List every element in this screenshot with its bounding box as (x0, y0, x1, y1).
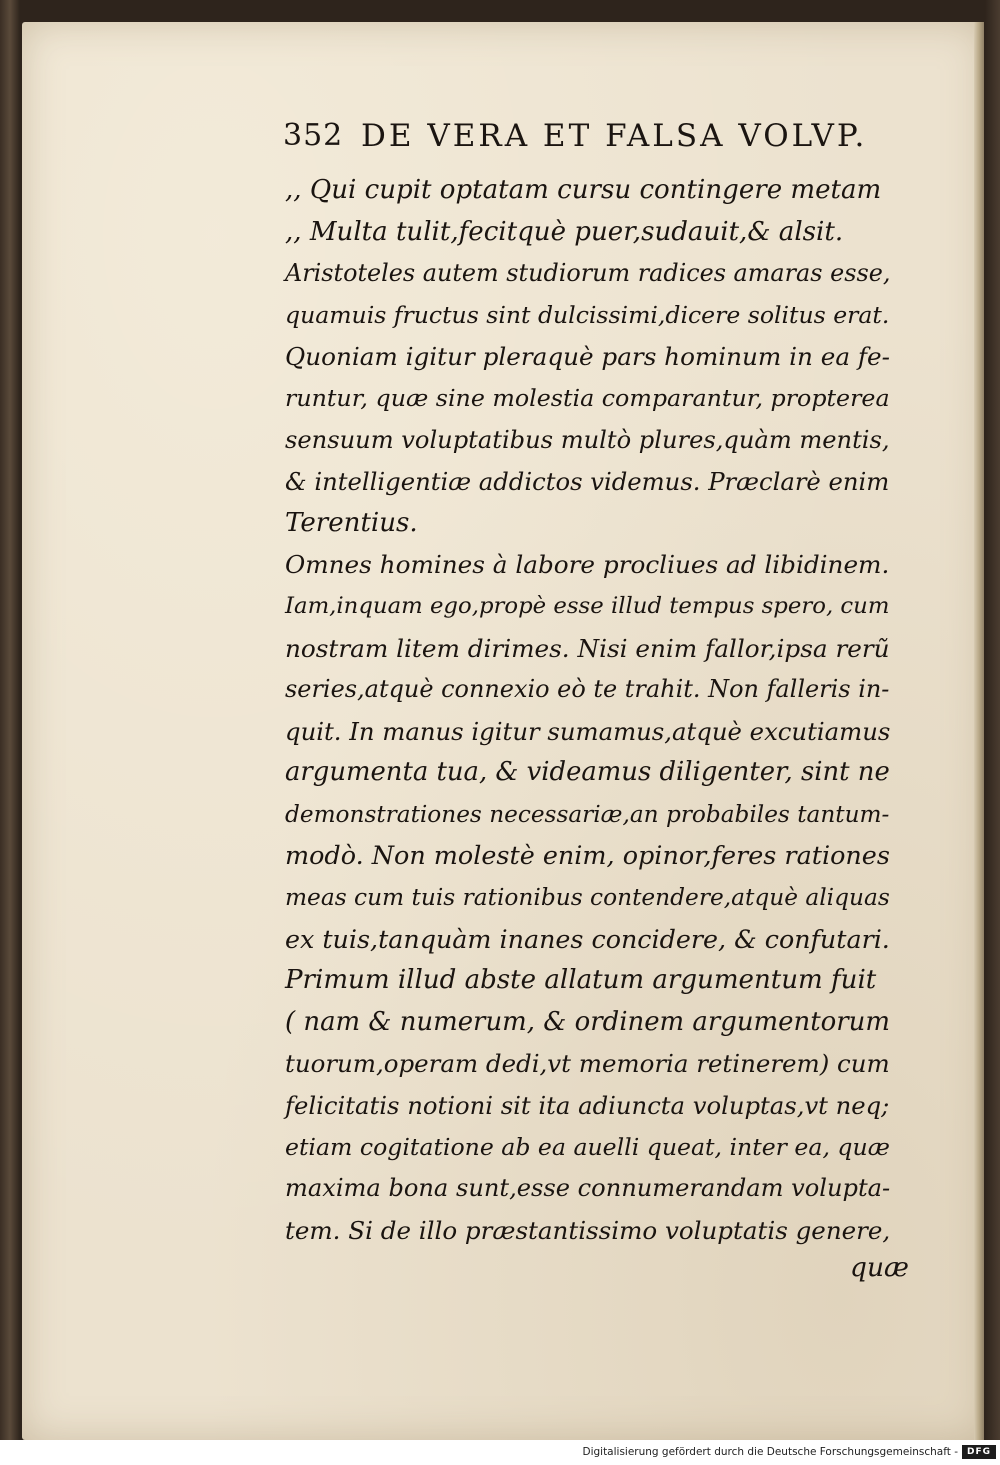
catchword: quæ (850, 1252, 909, 1283)
footer-credit: Digitalisierung gefördert durch die Deutsche Forschungsgemeinschaft - (582, 1446, 958, 1458)
text-line: quit. In manus igitur sumamus,atquè excutiamus (285, 716, 891, 746)
page-edge (974, 22, 984, 1440)
page-header (283, 114, 873, 158)
text-line: tuorum,operam dedi,vt memoria retinerem) cum (285, 1049, 890, 1079)
text-line: meas cum tuis rationibus contendere,atquè aliquas (285, 884, 890, 912)
text-line: etiam cogitatione ab ea auelli queat, inter ea, quæ (285, 1132, 890, 1161)
text-line: tem. Si de illo præstantissimo voluptatis genere, (285, 1215, 891, 1245)
text-line: sensuum voluptatibus multò plures,quàm mentis, (285, 425, 890, 454)
text-line: runtur, quæ sine molestia comparantur, propterea (285, 383, 890, 412)
text-line: ,, Qui cupit optatam cursu contingere metam (285, 175, 882, 205)
text-line: Quoniam igitur pleraquè pars hominum in ea fe- (285, 342, 890, 372)
text-line: argumenta tua, & videamus diligenter, sint ne (285, 757, 890, 788)
text-line: maxima bona sunt,esse connumerandam volupta- (285, 1174, 891, 1203)
text-line: quamuis fructus sint dulcissimi,dicere solitus erat. (285, 300, 890, 329)
digitization-footer (0, 1440, 1000, 1465)
text-line: Omnes homines à labore procliues ad libidinem. (285, 550, 890, 580)
text-line: modò. Non molestè enim, opinor,feres rationes (285, 840, 890, 871)
dfg-logo-icon: DFG (962, 1445, 996, 1459)
text-line: Iam,inquam ego,propè esse illud tempus spero, cum (285, 592, 890, 619)
text-line: Primum illud abste allatum argumentum fuit (285, 965, 877, 996)
text-line: demonstrationes necessariæ,an probabiles tantum- (285, 800, 890, 828)
running-title: DE VERA ET FALSA VOLVP. (361, 118, 868, 154)
text-line: felicitatis notioni sit ita adiuncta voluptas,vt neq; (285, 1091, 890, 1121)
text-line: Terentius. (285, 507, 418, 538)
page-number: 352 (283, 118, 344, 153)
text-line: Aristoteles autem studiorum radices amaras esse, (285, 259, 891, 288)
text-line: nostram litem dirimes. Nisi enim fallor,ipsa rerũ (285, 633, 890, 663)
text-line: & intelligentiæ addictos videmus. Præclarè enim (285, 467, 890, 497)
text-line: series,atquè connexio eò te trahit. Non falleris in- (285, 675, 890, 704)
text-line: ,, Multa tulit,fecitquè puer,sudauit,& alsit. (285, 216, 844, 247)
text-line: ( nam & numerum, & ordinem argumentorum (285, 1006, 890, 1037)
body-text (285, 170, 900, 1251)
text-line: ex tuis,tanquàm inanes concidere, & confutari. (285, 923, 890, 954)
